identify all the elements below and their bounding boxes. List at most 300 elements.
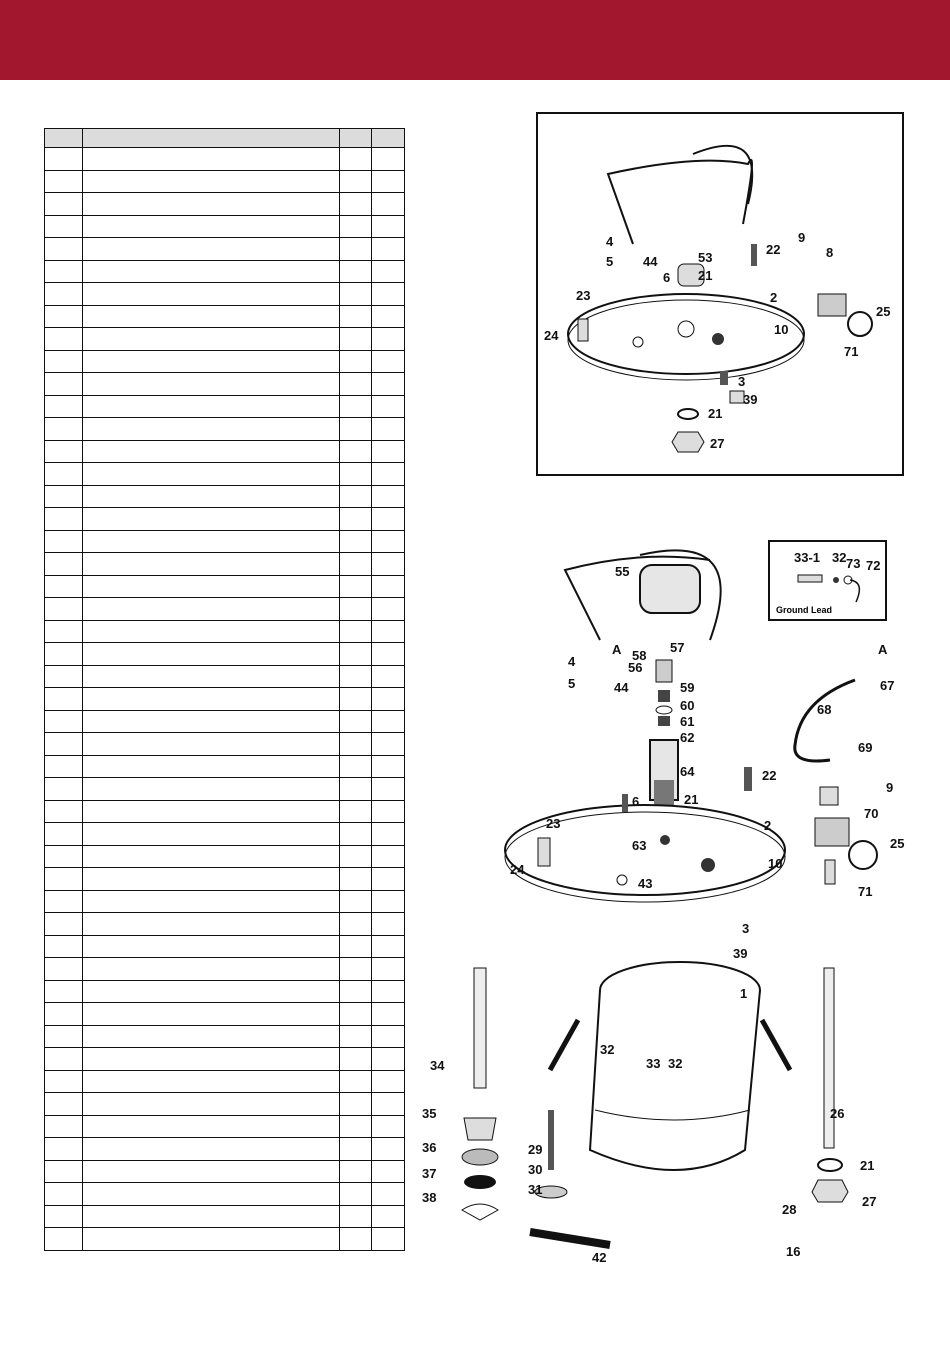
table-cell (339, 395, 371, 418)
table-cell (339, 755, 371, 778)
table-cell (83, 1070, 340, 1093)
table-row (45, 193, 405, 216)
table-row (45, 1093, 405, 1116)
table-cell (45, 260, 83, 283)
table-cell (83, 193, 340, 216)
callout-label: 27 (710, 436, 725, 451)
callout-label: 33 (646, 1056, 661, 1071)
table-cell (371, 238, 404, 261)
callout-label: 39 (743, 392, 758, 407)
table-cell (339, 733, 371, 756)
table-cell (339, 1228, 371, 1251)
table-cell (371, 350, 404, 373)
table-cell (371, 1048, 404, 1071)
inset-caption: Ground Lead (776, 605, 832, 615)
callout-label: 3 (738, 374, 746, 389)
table-cell (371, 1183, 404, 1206)
table-cell (45, 1160, 83, 1183)
table-cell (339, 283, 371, 306)
table-row (45, 373, 405, 396)
table-row (45, 1228, 405, 1251)
parts-table (44, 128, 405, 1251)
callout-label: 42 (592, 1250, 607, 1265)
table-cell (45, 778, 83, 801)
callout-label: 22 (766, 242, 781, 257)
table-cell (83, 1228, 340, 1251)
callout-label: 25 (890, 836, 905, 851)
callout-label: 60 (680, 698, 695, 713)
table-cell (371, 373, 404, 396)
table-cell (83, 1003, 340, 1026)
callout-label: 73 (846, 556, 861, 571)
table-row (45, 845, 405, 868)
table-cell (339, 823, 371, 846)
callout-label: 70 (864, 806, 879, 821)
table-cell (339, 1070, 371, 1093)
table-cell (339, 170, 371, 193)
callout-label: 5 (606, 254, 614, 269)
callout-label: 67 (880, 678, 895, 693)
callout-label: 24 (510, 862, 525, 877)
table-cell (83, 868, 340, 891)
table-cell (83, 1093, 340, 1116)
table-cell (339, 598, 371, 621)
table-cell (371, 440, 404, 463)
table-cell (371, 845, 404, 868)
table-row (45, 238, 405, 261)
callout-label: 21 (708, 406, 723, 421)
callout-label: 63 (632, 838, 647, 853)
table-cell (371, 530, 404, 553)
table-cell (45, 575, 83, 598)
table-cell (45, 980, 83, 1003)
table-cell (339, 800, 371, 823)
table-cell (83, 418, 340, 441)
callout-labels (794, 550, 880, 573)
callout-label: 8 (826, 245, 834, 260)
table-row (45, 643, 405, 666)
callout-label: 2 (764, 818, 772, 833)
callout-label: 22 (762, 768, 777, 783)
table-cell (371, 283, 404, 306)
pressure-tank-drawing (410, 530, 940, 1300)
table-cell (371, 575, 404, 598)
table-cell (83, 935, 340, 958)
callout-label: 62 (680, 730, 695, 745)
table-cell (45, 463, 83, 486)
table-cell (83, 1205, 340, 1228)
table-cell (45, 328, 83, 351)
table-cell (83, 800, 340, 823)
callout-label: 9 (886, 780, 894, 795)
table-row (45, 283, 405, 306)
callout-label: 68 (817, 702, 832, 717)
table-row (45, 913, 405, 936)
table-cell (45, 193, 83, 216)
table-row (45, 755, 405, 778)
callout-label: 69 (858, 740, 873, 755)
table-cell (83, 980, 340, 1003)
table-cell (371, 395, 404, 418)
table-cell (339, 373, 371, 396)
callout-label: 32 (668, 1056, 683, 1071)
table-cell (45, 755, 83, 778)
callout-label: 72 (866, 558, 881, 573)
table-cell (45, 665, 83, 688)
lid-assembly-drawing (538, 114, 902, 474)
table-cell (371, 800, 404, 823)
table-cell (45, 418, 83, 441)
table-cell (339, 193, 371, 216)
table-cell (45, 643, 83, 666)
table-cell (45, 958, 83, 981)
table-cell (45, 1205, 83, 1228)
table-cell (83, 1025, 340, 1048)
table-cell (371, 1160, 404, 1183)
callout-label: 9 (798, 230, 806, 245)
table-cell (371, 935, 404, 958)
table-row (45, 350, 405, 373)
table-row (45, 1160, 405, 1183)
table-row (45, 508, 405, 531)
pressure-tank-exploded-diagram (410, 530, 940, 1300)
table-row (45, 395, 405, 418)
table-cell (83, 440, 340, 463)
table-cell (83, 733, 340, 756)
table-row (45, 1115, 405, 1138)
callout-label: 24 (544, 328, 559, 343)
table-cell (45, 620, 83, 643)
table-cell (339, 688, 371, 711)
table-cell (83, 688, 340, 711)
table-cell (339, 260, 371, 283)
table-cell (83, 1048, 340, 1071)
table-cell (371, 643, 404, 666)
table-cell (45, 935, 83, 958)
table-header-row (45, 129, 405, 148)
table-cell (339, 350, 371, 373)
table-cell (45, 373, 83, 396)
callout-label: 39 (733, 946, 748, 961)
table-cell (371, 193, 404, 216)
table-cell (339, 328, 371, 351)
table-row (45, 485, 405, 508)
callout-label: 38 (422, 1190, 437, 1205)
callout-label: 30 (528, 1162, 543, 1177)
callout-label: 4 (568, 654, 576, 669)
table-cell (45, 1093, 83, 1116)
table-cell (83, 328, 340, 351)
callout-label: 71 (844, 344, 859, 359)
table-row (45, 868, 405, 891)
table-cell (83, 463, 340, 486)
table-cell (339, 1115, 371, 1138)
table-cell (339, 508, 371, 531)
table-cell (371, 823, 404, 846)
callout-label: 64 (680, 764, 695, 779)
table-cell (339, 643, 371, 666)
table-cell (371, 598, 404, 621)
table-cell (339, 1093, 371, 1116)
table-cell (45, 305, 83, 328)
table-cell (371, 688, 404, 711)
table-row (45, 148, 405, 171)
table-cell (371, 620, 404, 643)
table-row (45, 305, 405, 328)
table-row (45, 958, 405, 981)
table-cell (339, 1160, 371, 1183)
table-row (45, 1025, 405, 1048)
table-cell (45, 440, 83, 463)
table-cell (339, 665, 371, 688)
table-cell (371, 980, 404, 1003)
header-band (0, 0, 950, 80)
table-cell (83, 148, 340, 171)
table-cell (45, 913, 83, 936)
table-cell (83, 530, 340, 553)
table-cell (339, 1205, 371, 1228)
table-cell (83, 1183, 340, 1206)
table-cell (371, 170, 404, 193)
table-row (45, 418, 405, 441)
table-cell (371, 958, 404, 981)
callout-label: A (878, 642, 888, 657)
callout-label: 1 (740, 986, 748, 1001)
table-cell (83, 260, 340, 283)
table-cell (371, 1205, 404, 1228)
callout-label: 10 (774, 322, 789, 337)
table-cell (371, 328, 404, 351)
table-row (45, 935, 405, 958)
callout-label: 6 (663, 270, 671, 285)
table-cell (83, 1138, 340, 1161)
table-cell (83, 620, 340, 643)
table-cell (339, 575, 371, 598)
table-row (45, 890, 405, 913)
table-cell (371, 710, 404, 733)
table-cell (45, 485, 83, 508)
callout-label: 26 (830, 1106, 845, 1121)
table-cell (83, 553, 340, 576)
table-cell (45, 1228, 83, 1251)
table-cell (371, 148, 404, 171)
table-cell (339, 553, 371, 576)
table-cell (45, 1115, 83, 1138)
table-cell (83, 665, 340, 688)
table-cell (371, 733, 404, 756)
callout-label: 6 (632, 794, 640, 809)
table-row (45, 1003, 405, 1026)
table-row (45, 710, 405, 733)
table-cell (83, 170, 340, 193)
table-cell (45, 215, 83, 238)
table-row (45, 553, 405, 576)
table-cell (45, 800, 83, 823)
table-cell (45, 1183, 83, 1206)
callout-label: 3 (742, 921, 750, 936)
table-cell (45, 598, 83, 621)
callout-label: 44 (614, 680, 629, 695)
table-cell (371, 485, 404, 508)
table-cell (83, 305, 340, 328)
table-cell (83, 508, 340, 531)
table-cell (339, 958, 371, 981)
table-cell (45, 823, 83, 846)
table-cell (45, 890, 83, 913)
callout-label: 27 (862, 1194, 877, 1209)
callout-label: 71 (858, 884, 873, 899)
table-cell (45, 508, 83, 531)
table-cell (83, 238, 340, 261)
table-row (45, 980, 405, 1003)
table-cell (371, 553, 404, 576)
table-cell (83, 890, 340, 913)
callout-label: 35 (422, 1106, 437, 1121)
callout-label: A (612, 642, 622, 657)
table-cell (371, 890, 404, 913)
table-row (45, 733, 405, 756)
table-cell (339, 485, 371, 508)
table-row (45, 778, 405, 801)
table-cell (371, 868, 404, 891)
table-cell (83, 1115, 340, 1138)
table-cell (339, 418, 371, 441)
table-cell (45, 553, 83, 576)
table-cell (339, 1138, 371, 1161)
table-row (45, 463, 405, 486)
callout-label: 25 (876, 304, 891, 319)
table-cell (83, 913, 340, 936)
table-row (45, 1138, 405, 1161)
table-cell (45, 868, 83, 891)
table-row (45, 260, 405, 283)
table-cell (83, 350, 340, 373)
table-cell (83, 215, 340, 238)
callout-label: 33-1 (794, 550, 821, 565)
table-cell (45, 845, 83, 868)
ground-lead-inset (768, 540, 887, 621)
table-cell (371, 755, 404, 778)
table-row (45, 215, 405, 238)
callout-label: 53 (698, 250, 713, 265)
table-cell (371, 463, 404, 486)
table-cell (339, 238, 371, 261)
table-cell (83, 823, 340, 846)
table-cell (45, 395, 83, 418)
table-cell (371, 1003, 404, 1026)
table-cell (83, 395, 340, 418)
callout-label: 28 (782, 1202, 797, 1217)
callout-label: 4 (606, 234, 614, 249)
table-cell (83, 1160, 340, 1183)
callout-label: 23 (546, 816, 561, 831)
table-cell (371, 1115, 404, 1138)
table-cell (83, 958, 340, 981)
table-cell (371, 913, 404, 936)
table-cell (83, 373, 340, 396)
table-cell (371, 778, 404, 801)
table-cell (45, 1025, 83, 1048)
table-cell (83, 485, 340, 508)
lid-assembly-diagram (536, 112, 904, 476)
table-cell (339, 620, 371, 643)
table-cell (339, 1003, 371, 1026)
table-cell (339, 980, 371, 1003)
table-cell (45, 1138, 83, 1161)
table-cell (371, 1228, 404, 1251)
table-row (45, 598, 405, 621)
table-cell (83, 845, 340, 868)
table-cell (371, 508, 404, 531)
table-row (45, 823, 405, 846)
table-cell (83, 710, 340, 733)
table-cell (83, 643, 340, 666)
callout-label: 21 (860, 1158, 875, 1173)
table-cell (45, 1070, 83, 1093)
table-cell (45, 350, 83, 373)
table-cell (83, 575, 340, 598)
callout-label: 56 (628, 660, 643, 675)
table-cell (45, 170, 83, 193)
table-cell (45, 688, 83, 711)
table-row (45, 688, 405, 711)
table-cell (371, 418, 404, 441)
table-cell (45, 733, 83, 756)
table-cell (83, 598, 340, 621)
callout-label: 31 (528, 1182, 543, 1197)
table-cell (339, 890, 371, 913)
table-cell (339, 845, 371, 868)
table-cell (83, 778, 340, 801)
callout-label: 37 (422, 1166, 437, 1181)
callout-label: 59 (680, 680, 695, 695)
callout-label: 32 (832, 550, 847, 565)
table-cell (339, 1183, 371, 1206)
table-cell (371, 1070, 404, 1093)
callout-label: 21 (684, 792, 699, 807)
callout-label: 32 (600, 1042, 615, 1057)
table-cell (339, 463, 371, 486)
table-row (45, 1183, 405, 1206)
table-cell (339, 148, 371, 171)
table-cell (339, 868, 371, 891)
callout-label: 10 (768, 856, 783, 871)
table-row (45, 665, 405, 688)
table-cell (45, 238, 83, 261)
callout-label: 44 (643, 254, 658, 269)
table-cell (339, 778, 371, 801)
table-cell (83, 755, 340, 778)
callout-label: 29 (528, 1142, 543, 1157)
callout-label: 16 (786, 1244, 801, 1259)
table-row (45, 328, 405, 351)
table-row (45, 1205, 405, 1228)
table-cell (83, 283, 340, 306)
table-row (45, 1070, 405, 1093)
table-row (45, 170, 405, 193)
table-cell (339, 935, 371, 958)
table-cell (371, 305, 404, 328)
table-cell (339, 913, 371, 936)
table-cell (371, 1025, 404, 1048)
table-cell (371, 665, 404, 688)
table-cell (339, 1025, 371, 1048)
table-cell (339, 1048, 371, 1071)
callout-label: 5 (568, 676, 576, 691)
table-cell (371, 1093, 404, 1116)
table-cell (371, 215, 404, 238)
table-cell (339, 710, 371, 733)
